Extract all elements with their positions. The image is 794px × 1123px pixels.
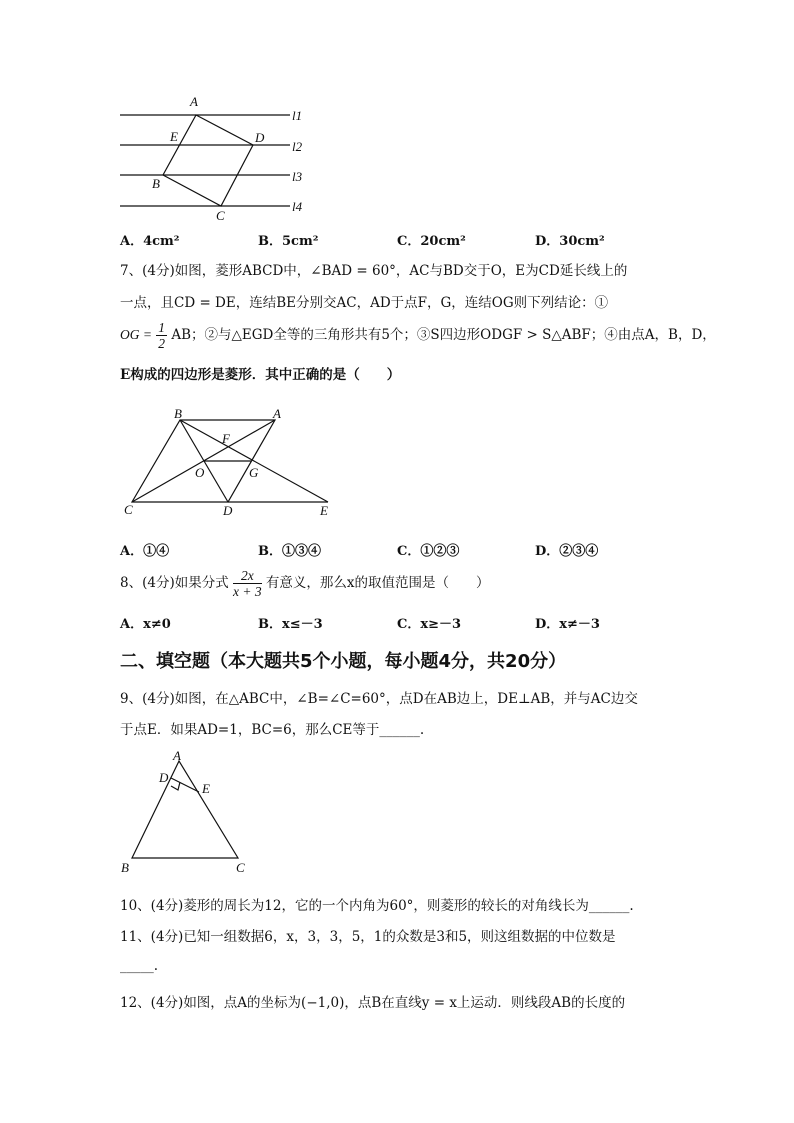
- q6-label-l3: l3: [292, 169, 303, 184]
- q8-fraction-numerator: 2x: [233, 568, 262, 584]
- q7-fraction-numerator: 1: [158, 320, 166, 335]
- q7-line1: [120, 259, 627, 279]
- q12-line: [120, 991, 625, 1011]
- q9-label-d: D: [159, 770, 169, 785]
- q8-option-c[interactable]: C．x≥－3: [397, 617, 462, 632]
- q12-number: 12、(4分): [120, 995, 184, 1011]
- q8-fraction: [233, 568, 262, 599]
- q8-number: 8、(4分): [120, 575, 175, 591]
- q7-text-line4: E构成的四边形是菱形．其中正确的是（ ）: [120, 367, 401, 383]
- q7-line3: [120, 320, 716, 351]
- q7-label-c: C: [124, 502, 133, 517]
- q6-label-c: C: [216, 208, 225, 223]
- q9-figure: [115, 748, 265, 878]
- q10-number: 10、(4分): [120, 898, 184, 914]
- q8-line: [120, 568, 490, 599]
- q7-fraction: [156, 320, 167, 351]
- q7-label-g: G: [249, 465, 259, 480]
- q7-figure: [118, 400, 348, 525]
- q8-fraction-denominator: x + 3: [233, 584, 262, 599]
- q6-option-d[interactable]: D．30cm²: [535, 234, 605, 249]
- q7-label-f: F: [222, 431, 230, 446]
- q7-label-e: E: [320, 503, 328, 518]
- q6-label-a: A: [190, 94, 198, 109]
- q11-number: 11、(4分): [120, 929, 184, 945]
- q9-line1: [120, 687, 638, 707]
- q6-figure: [110, 90, 320, 225]
- q10-text: 菱形的周长为12，它的一个内角为60°，则菱形的较长的对角线长为______.: [183, 898, 634, 914]
- q7-label-d: D: [223, 503, 233, 518]
- q9-text-line2: 于点E．如果AD=1，BC=6，那么CE等于______.: [120, 722, 425, 738]
- q8-text-pre: 如果分式: [174, 575, 229, 591]
- q7-fraction-denominator: 2: [158, 336, 166, 351]
- q8-option-b[interactable]: B．x≤－3: [258, 617, 323, 632]
- q11-text: 已知一组数据6，x，3，3，5，1的众数是3和5，则这组数据的中位数是: [183, 929, 616, 945]
- q6-option-a[interactable]: A．4cm²: [120, 234, 180, 249]
- q6-label-l2: l2: [292, 139, 303, 154]
- q8-text-post: 有意义，那么x的取值范围是（ ）: [265, 575, 490, 591]
- q7-text-line1: 如图，菱形ABCD中，∠BAD = 60°，AC与BD交于O，E为CD延长线上的: [174, 263, 628, 279]
- q7-option-a[interactable]: A．①④: [120, 544, 170, 559]
- q7-option-d[interactable]: D．②③④: [535, 544, 599, 559]
- q9-label-c: C: [236, 860, 245, 875]
- q8-option-a[interactable]: A．x≠0: [120, 617, 171, 632]
- q11-line: [120, 925, 616, 945]
- q7-text-line2: 一点，且CD = DE，连结BE分别交AC，AD于点F，G，连结OG则下列结论：①: [120, 295, 609, 311]
- q7-text-line3-post: AB；②与△EGD全等的三角形共有5个；③S四边形ODGF > S△ABF；④由点A，B，D，: [171, 327, 716, 343]
- q7-label-a: A: [273, 406, 281, 421]
- q10-line: [120, 894, 634, 914]
- q6-label-l4: l4: [292, 199, 303, 214]
- q8-option-d[interactable]: D．x≠－3: [535, 617, 600, 632]
- q6-label-b: B: [152, 176, 160, 191]
- section-heading-fill-in: 二、填空题（本大题共5个小题，每小题4分，共20分）: [120, 651, 567, 672]
- q12-text: 如图，点A的坐标为(−1,0)，点B在直线y = x上运动．则线段AB的长度的: [183, 995, 626, 1011]
- q9-label-a: A: [173, 748, 181, 763]
- q7-number: 7、(4分): [120, 263, 175, 279]
- q7-text-line3-pre: OG =: [120, 327, 152, 342]
- q7-label-b: B: [174, 406, 182, 421]
- q6-option-c[interactable]: C．20cm²: [397, 234, 466, 249]
- q6-label-d: D: [255, 130, 265, 145]
- q7-option-b[interactable]: B．①③④: [258, 544, 321, 559]
- q9-number: 9、(4分): [120, 691, 175, 707]
- q6-label-e: E: [170, 129, 178, 144]
- q9-label-b: B: [121, 860, 129, 875]
- q11-text-continued: _____.: [120, 958, 159, 974]
- q7-option-c[interactable]: C．①②③: [397, 544, 460, 559]
- q6-label-l1: l1: [292, 108, 303, 123]
- q7-label-o: O: [195, 465, 205, 480]
- q6-option-b[interactable]: B．5cm²: [258, 234, 319, 249]
- q9-label-e: E: [202, 781, 210, 796]
- q9-text-line1: 如图，在△ABC中，∠B=∠C=60°，点D在AB边上，DE⊥AB，并与AC边交: [174, 691, 638, 707]
